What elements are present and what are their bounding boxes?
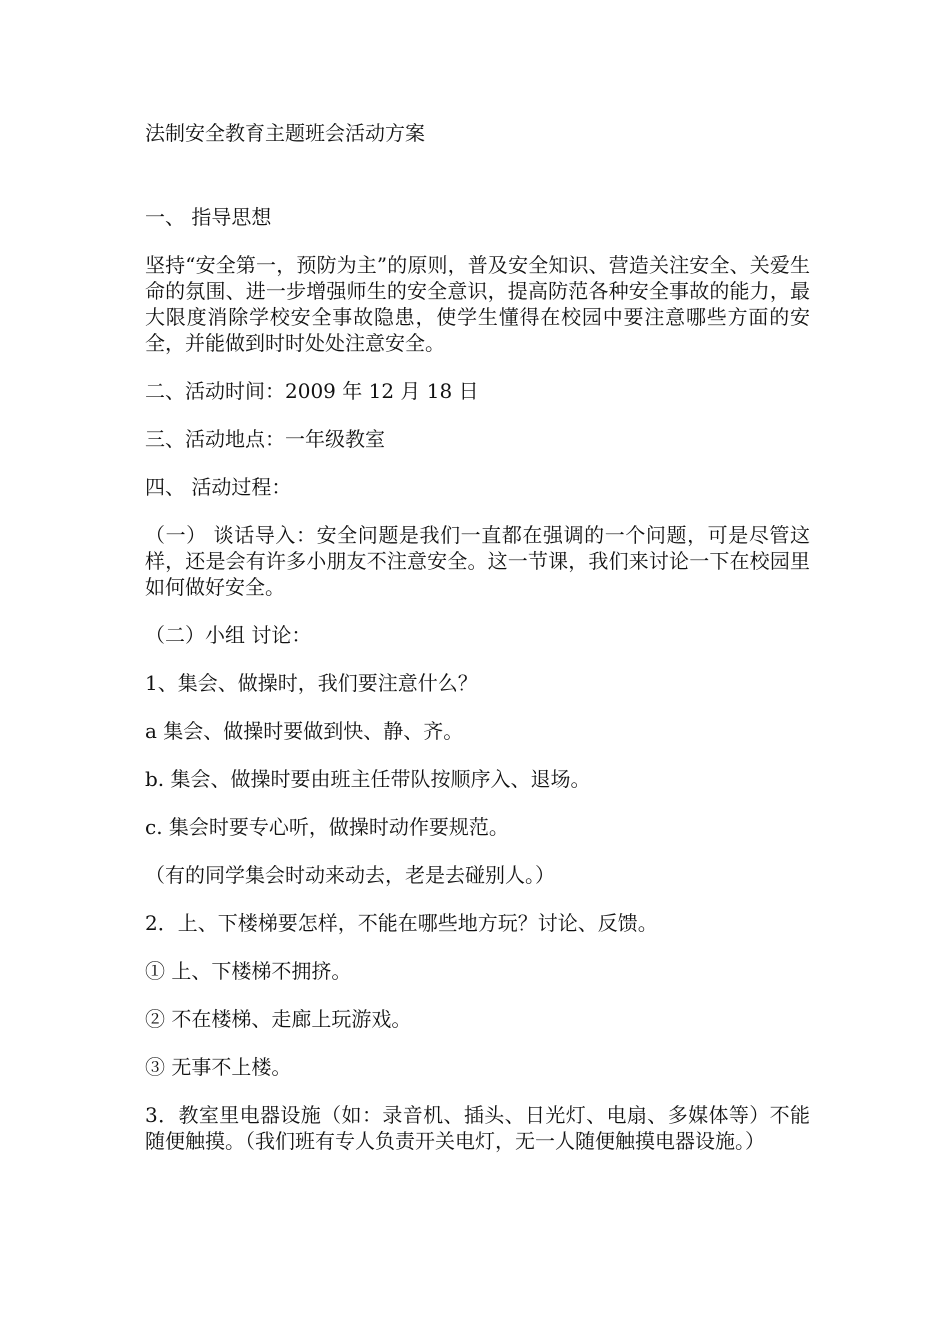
- section-heading-activity-process: 四、 活动过程：: [145, 475, 292, 499]
- part-one-intro: （一） 谈话导入：安全问题是我们一直都在强调的一个问题，可是尽管这样，还是会有许多小朋友不注意安全。这一节课，我们来讨论一下在校园里如何做好安全。: [145, 523, 810, 599]
- question-1: 1、集会、做操时，我们要注意什么？: [145, 671, 478, 695]
- part-two-heading: （二）小组 讨论：: [145, 623, 312, 647]
- question-2-answer-1: ① 上、下楼梯不拥挤。: [145, 959, 352, 983]
- activity-time: 二、活动时间：2009 年 12 月 18 日: [145, 379, 479, 403]
- question-2-answer-3: ③ 无事不上楼。: [145, 1055, 292, 1079]
- activity-location: 三、活动地点：一年级教室: [145, 427, 385, 451]
- question-3: 3．教室里电器设施（如：录音机、插头、日光灯、电扇、多媒体等）不能随便触摸。（我们班有专人负责开关电灯，无一人随便触摸电器设施。）: [145, 1103, 810, 1153]
- document-body: [145, 120, 810, 1176]
- question-1-answer-a: a 集会、做操时要做到快、静、齐。: [145, 719, 464, 743]
- document-title: 法制安全教育主题班会活动方案: [145, 121, 425, 145]
- question-2-answer-2: ② 不在楼梯、走廊上玩游戏。: [145, 1007, 412, 1031]
- question-1-note: （有的同学集会时动来动去，老是去碰别人。）: [145, 863, 555, 887]
- guiding-thought-paragraph: 坚持“安全第一，预防为主”的原则，普及安全知识、营造关注安全、关爱生命的氛围、进一步增强师生的安全意识，提高防范各种安全事故的能力，最大限度消除学校安全事故隐患，使学生懂得在校园中要注意哪些方面的安全，并能做到时时处处注意安全。: [145, 253, 810, 355]
- question-1-answer-b: b. 集会、做操时要由班主任带队按顺序入、退场。: [145, 767, 591, 791]
- question-1-answer-c: c. 集会时要专心听，做操时动作要规范。: [145, 815, 509, 839]
- question-2: 2．上、下楼梯要怎样，不能在哪些地方玩？讨论、反馈。: [145, 911, 658, 935]
- section-heading-guiding-thought: 一、 指导思想: [145, 205, 272, 229]
